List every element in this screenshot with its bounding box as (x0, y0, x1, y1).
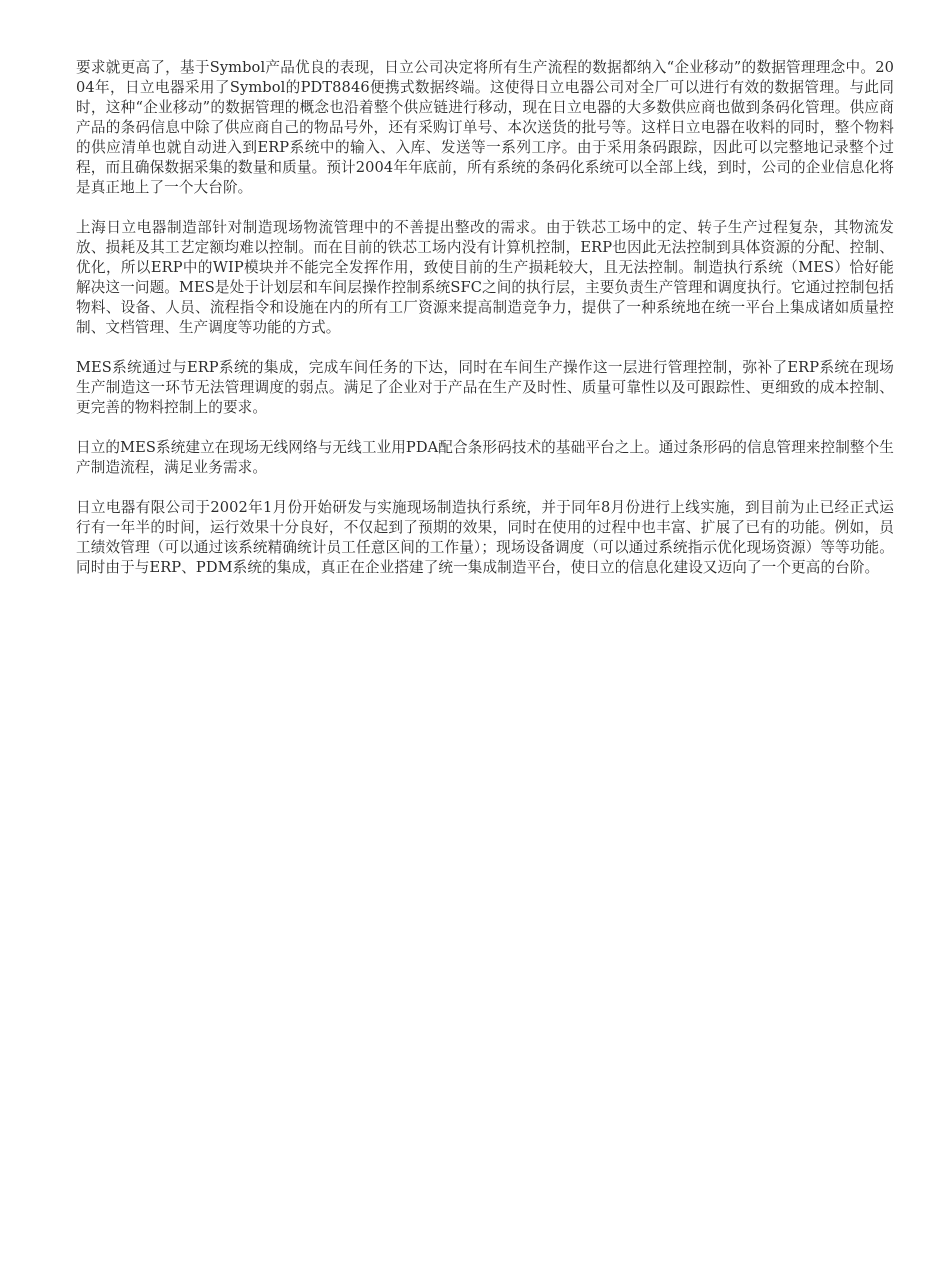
paragraph-3: MES系统通过与ERP系统的集成，完成车间任务的下达，同时在车间生产操作这一层进行管理控制，弥补了ERP系统在现场生产制造这一环节无法管理调度的弱点。满足了企业对于产品在生产及时性、质量可靠性以及可跟踪性、更细致的成本控制、更完善的物料控制上的要求。 (76, 359, 894, 416)
document-body (76, 58, 894, 598)
paragraph-5: 日立电器有限公司于2002年1月份开始研发与实施现场制造执行系统，并于同年8月份进行上线实施，到目前为止已经正式运行有一年半的时间，运行效果十分良好，不仅起到了预期的效果，同时在使用的过程中也丰富、扩展了已有的功能。例如，员工绩效管理（可以通过该系统精确统计员工任意区间的工作量）；现场设备调度（可以通过系统指示优化现场资源）等等功能。同时由于与ERP、PDM系统的集成，真正在企业搭建了统一集成制造平台，使日立的信息化建设又迈向了一个更高的台阶。 (76, 499, 894, 576)
paragraph-4: 日立的MES系统建立在现场无线网络与无线工业用PDA配合条形码技术的基础平台之上。通过条形码的信息管理来控制整个生产制造流程，满足业务需求。 (76, 439, 894, 476)
paragraph-1: 要求就更高了，基于Symbol产品优良的表现，日立公司决定将所有生产流程的数据都纳入“企业移动”的数据管理理念中。2004年，日立电器采用了Symbol的PDT8846便携式数据终端。这使得日立电器公司对全厂可以进行有效的数据管理。与此同时，这种“企业移动”的数据管理的概念也沿着整个供应链进行移动，现在日立电器的大多数供应商也做到条码化管理。供应商产品的条码信息中除了供应商自己的物品号外，还有采购订单号、本次送货的批号等。这样日立电器在收料的同时，整个物料的供应清单也就自动进入到ERP系统中的输入、入库、发送等一系列工序。由于采用条码跟踪，因此可以完整地记录整个过程，而且确保数据采集的数量和质量。预计2004年年底前，所有系统的条码化系统可以全部上线，到时，公司的企业信息化将是真正地上了一个大台阶。 (76, 59, 894, 196)
paragraph-2: 上海日立电器制造部针对制造现场物流管理中的不善提出整改的需求。由于铁芯工场中的定、转子生产过程复杂，其物流发放、损耗及其工艺定额均难以控制。而在目前的铁芯工场内没有计算机控制，ERP也因此无法控制到具体资源的分配、控制、优化，所以ERP中的WIP模块并不能完全发挥作用，致使目前的生产损耗较大，且无法控制。制造执行系统（MES）恰好能解决这一问题。MES是处于计划层和车间层操作控制系统SFC之间的执行层，主要负责生产管理和调度执行。它通过控制包括物料、设备、人员、流程指令和设施在内的所有工厂资源来提高制造竞争力，提供了一种系统地在统一平台上集成诸如质量控制、文档管理、生产调度等功能的方式。 (76, 219, 894, 336)
